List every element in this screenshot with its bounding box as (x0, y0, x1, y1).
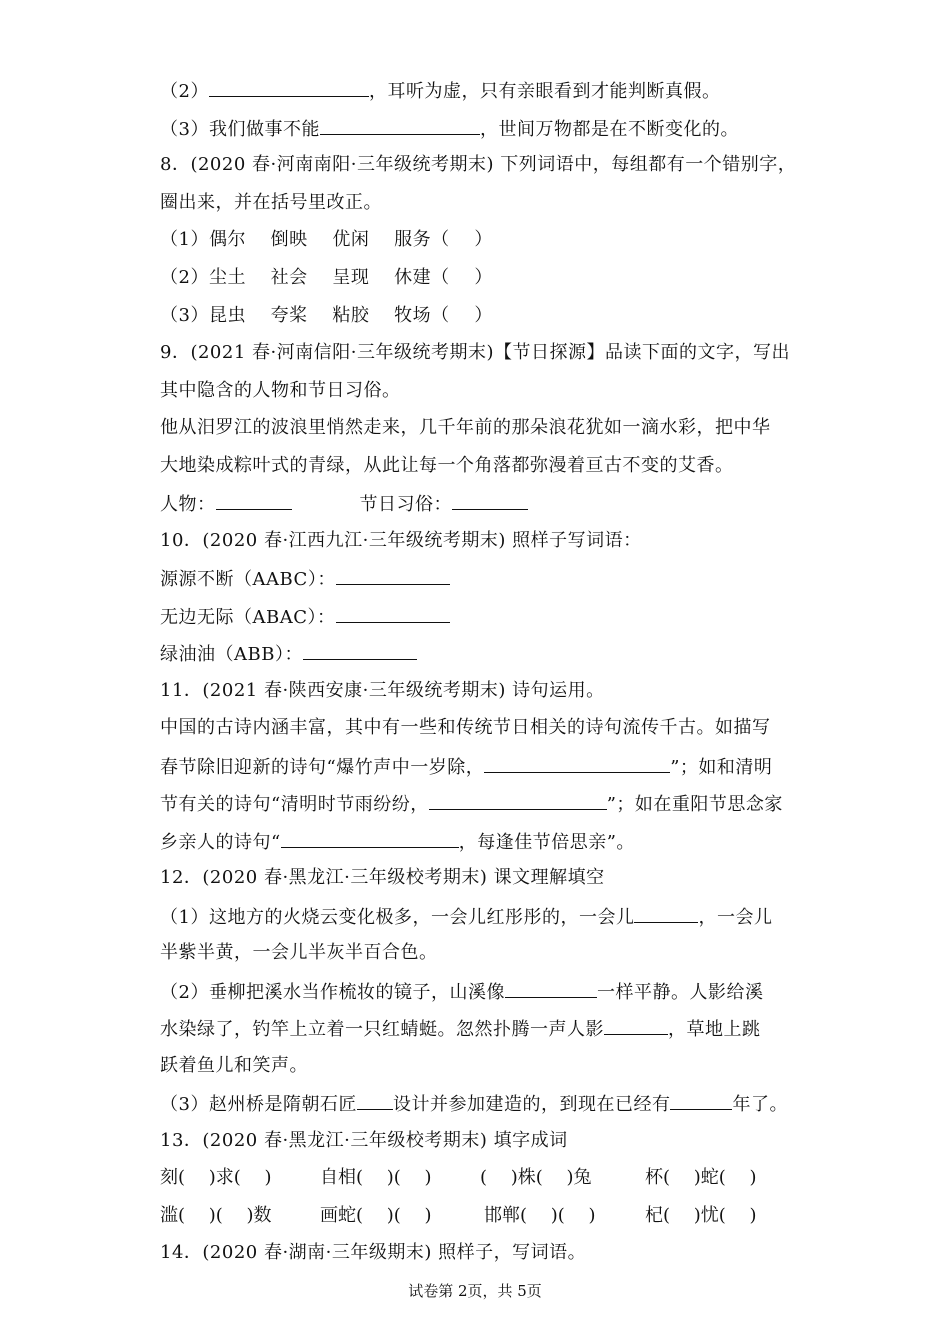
q11-p1: 中国的古诗内涵丰富，其中有一些和传统节日相关的诗句流传千古。如描写 (160, 717, 771, 738)
q13-item: 杯( )蛇( ) (645, 1167, 757, 1188)
q13-item: ( )株( )兔 (480, 1167, 592, 1188)
answer-blank[interactable] (670, 1091, 732, 1110)
answer-blank[interactable] (429, 791, 607, 810)
answer-blank[interactable] (209, 78, 369, 97)
answer-blank[interactable] (505, 979, 597, 998)
q12-s1-cont: 半紫半黄，一会儿半灰半百合色。 (160, 942, 438, 963)
q11-p4: 乡亲人的诗句“ ，每逢佳节倍思亲”。 (160, 829, 635, 855)
q11-header: 11．(2021 春·陕西安康·三年级统考期末) 诗句运用。 (160, 680, 605, 701)
q12-s3: （3）赵州桥是隋朝石匠 设计并参加建造的，到现在已经有 年了。 (160, 1091, 788, 1117)
answer-blank[interactable] (484, 754, 670, 773)
q13-item: 杞( )忧( ) (645, 1205, 757, 1226)
line-q7-3: （3）我们做事不能 ，世间万物都是在不断变化的。 (160, 116, 739, 142)
q13-item: 画蛇( )( ) (320, 1205, 432, 1226)
answer-blank[interactable] (320, 116, 480, 135)
q8-item-2: （2）尘土 社会 呈现 休建（ ） (160, 267, 493, 288)
q12-s2: （2）垂柳把溪水当作梳妆的镜子，山溪像 一样平静。人影给溪 (160, 979, 763, 1005)
answer-blank[interactable] (281, 829, 459, 848)
q8-header: 8．(2020 春·河南南阳·三年级统考期末) 下列词语中，每组都有一个错别字， (160, 154, 797, 175)
answer-blank[interactable] (336, 566, 450, 585)
q9-header: 9．(2021 春·河南信阳·三年级统考期末)【节日探源】品读下面的文字，写出 (160, 342, 790, 363)
q13-item: 邯郸( )( ) (484, 1205, 596, 1226)
answer-blank[interactable] (604, 1016, 668, 1035)
q11-p2: 春节除旧迎新的诗句“爆竹声中一岁除， ”；如和清明 (160, 754, 772, 780)
custom-blank[interactable] (452, 491, 528, 510)
line-q7-2: （2） ，耳听为虚，只有亲眼看到才能判断真假。 (160, 78, 720, 104)
q12-s2-end: 跃着鱼儿和笑声。 (160, 1055, 308, 1076)
answer-blank[interactable] (634, 904, 698, 923)
q12-header: 12．(2020 春·黑龙江·三年级校考期末) 课文理解填空 (160, 867, 605, 888)
person-blank[interactable] (216, 491, 292, 510)
q8-header-cont: 圈出来，并在括号里改正。 (160, 192, 382, 213)
q12-s2-cont: 水染绿了，钓竿上立着一只红蜻蜓。忽然扑腾一声人影 ，草地上跳 (160, 1016, 761, 1042)
q13-item: 滥( )( )数 (160, 1205, 272, 1226)
q13-item: 自相( )( ) (320, 1167, 432, 1188)
page-footer: 试卷第 2页，共 5页 (408, 1282, 542, 1300)
answer-blank[interactable] (336, 604, 450, 623)
q13-header: 13．(2020 春·黑龙江·三年级校考期末) 填字成词 (160, 1130, 568, 1151)
answer-blank[interactable] (357, 1091, 393, 1110)
q14-header: 14．(2020 春·湖南·三年级期末) 照样子，写词语。 (160, 1242, 587, 1263)
q9-passage-2: 大地染成粽叶式的青绿，从此让每一个角落都弥漫着亘古不变的艾香。 (160, 455, 734, 476)
q10-item-1: 源源不断（AABC）： (160, 566, 450, 592)
answer-blank[interactable] (303, 641, 417, 660)
q12-s1: （1）这地方的火烧云变化极多，一会儿红彤彤的，一会儿 ，一会儿 (160, 904, 772, 930)
q10-item-3: 绿油油（ABB）： (160, 641, 417, 667)
q8-item-1: （1）偶尔 倒映 优闲 服务（ ） (160, 229, 493, 250)
q9-passage-1: 他从汨罗江的波浪里悄然走来，几千年前的那朵浪花犹如一滴水彩，把中华 (160, 417, 771, 438)
q13-item: 刻( )求( ) (160, 1167, 272, 1188)
q11-p3: 节有关的诗句“清明时节雨纷纷， ”；如在重阳节思念家 (160, 791, 783, 817)
q10-header: 10．(2020 春·江西九江·三年级统考期末) 照样子写词语： (160, 530, 642, 551)
q10-item-2: 无边无际（ABAC）： (160, 604, 450, 630)
q9-answers: 人物： 节日习俗： (160, 491, 528, 517)
q9-header-cont: 其中隐含的人物和节日习俗。 (160, 380, 401, 401)
q8-item-3: （3）昆虫 夸桨 粘胶 牧场（ ） (160, 305, 493, 326)
